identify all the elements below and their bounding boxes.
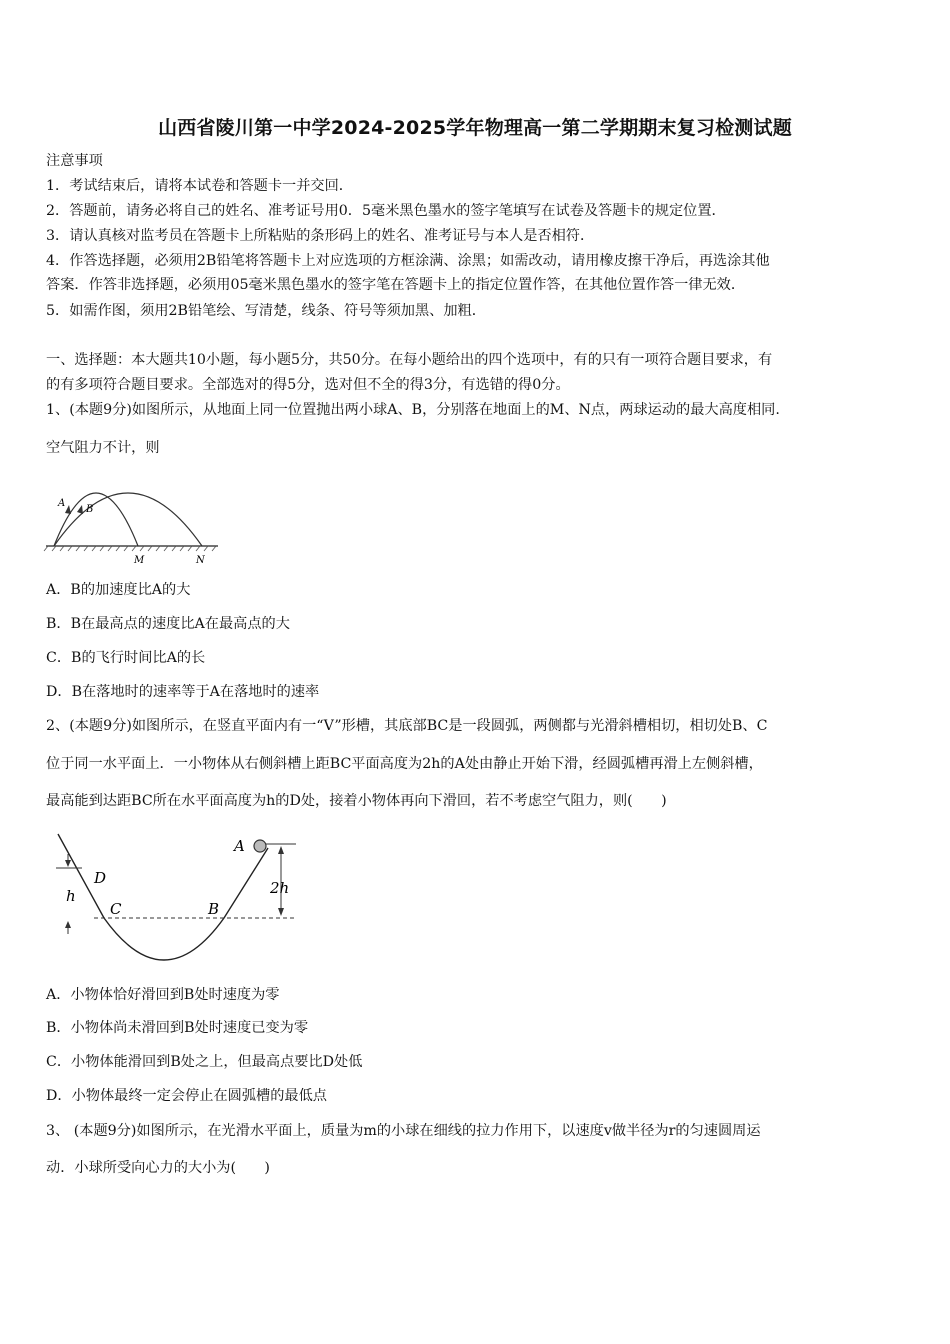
question-2-text: 2、(本题9分)如图所示，在竖直平面内有一“V”形槽，其底部BC是一段圆弧，两侧都与光滑斜槽相切，相切处B、C (46, 718, 768, 734)
label-c: C (110, 900, 122, 918)
trajectory-b (54, 493, 202, 546)
question-3-text: 动．小球所受向心力的大小为( ) (46, 1160, 270, 1176)
label-b: B (86, 504, 94, 515)
question-1-option[interactable]: C．B的飞行时间比A的长 (46, 650, 206, 666)
arrow-b-icon (77, 505, 83, 514)
section-instructions: 的有多项符合题目要求。全部选对的得5分，选对但不全的得3分，有选错的得0分。 (46, 377, 570, 393)
trajectory-a (54, 493, 138, 546)
notes-heading: 注意事项 (46, 153, 103, 169)
note-item: 4．作答选择题，必须用2B铅笔将答题卡上对应选项的方框涂满、涂黑；如需改动，请用橡皮擦干净后，再选涂其他 (46, 253, 770, 269)
question-1-option[interactable]: B．B在最高点的速度比A在最高点的大 (46, 616, 290, 632)
question-2-option[interactable]: D．小物体最终一定会停止在圆弧槽的最低点 (46, 1088, 327, 1104)
label-m: M (134, 555, 145, 566)
question-2-option[interactable]: A．小物体恰好滑回到B处时速度为零 (46, 987, 280, 1003)
label-a: A (58, 498, 66, 509)
note-item: 2．答题前，请务必将自己的姓名、准考证号用0．5毫米黑色墨水的签字笔填写在试卷及答题卡的规定位置． (46, 203, 726, 219)
question-2-text: 最高能到达距BC所在水平面高度为h的D处，接着小物体再向下滑回，若不考虑空气阻力，则( ) (46, 793, 667, 809)
label-h: h (66, 887, 76, 905)
question-1-text: 1、(本题9分)如图所示，从地面上同一位置抛出两小球A、B，分别落在地面上的M、N点，两球运动的最大高度相同. (46, 402, 780, 418)
label-d: D (94, 869, 107, 887)
label-b: B (208, 900, 220, 918)
note-item: 答案．作答非选择题，必须用05毫米黑色墨水的签字笔在答题卡上的指定位置作答，在其他位置作答一律无效． (46, 277, 746, 293)
page-title: 山西省陵川第一中学2024-2025学年物理高一第二学期期末复习检测试题 (158, 117, 792, 139)
note-item: 5．如需作图，须用2B铅笔绘、写清楚，线条、符号等须加黑、加粗． (46, 303, 486, 319)
question-1-option[interactable]: D．B在落地时的速率等于A在落地时的速率 (46, 684, 320, 700)
arrow-a-icon (65, 505, 71, 514)
label-2h: 2h (270, 879, 290, 897)
v-groove-figure (46, 826, 306, 961)
label-a: A (234, 837, 245, 855)
question-1-option[interactable]: A．B的加速度比A的大 (46, 582, 191, 598)
note-item: 3．请认真核对监考员在答题卡上所粘贴的条形码上的姓名、准考证号与本人是否相符． (46, 228, 595, 244)
question-2-option[interactable]: B．小物体尚未滑回到B处时速度已变为零 (46, 1020, 309, 1036)
section-instructions: 一、选择题：本大题共10小题，每小题5分，共50分。在每小题给出的四个选项中，有的只有一项符合题目要求，有 (46, 352, 773, 368)
note-item: 1．考试结束后，请将本试卷和答题卡一并交回． (46, 178, 353, 194)
question-1-text: 空气阻力不计，则 (46, 440, 160, 456)
projectile-figure (40, 478, 230, 568)
small-object-icon (254, 840, 266, 852)
question-2-text: 位于同一水平面上．一小物体从右侧斜槽上距BC平面高度为2h的A处由静止开始下滑，经圆弧槽再滑上左侧斜槽， (46, 756, 763, 772)
label-n: N (196, 555, 205, 566)
question-3-text: 3、 (本题9分)如图所示，在光滑水平面上，质量为m的小球在细线的拉力作用下，以速度v做半径为r的匀速圆周运 (46, 1123, 761, 1139)
question-2-option[interactable]: C．小物体能滑回到B处之上，但最高点要比D处低 (46, 1054, 363, 1070)
